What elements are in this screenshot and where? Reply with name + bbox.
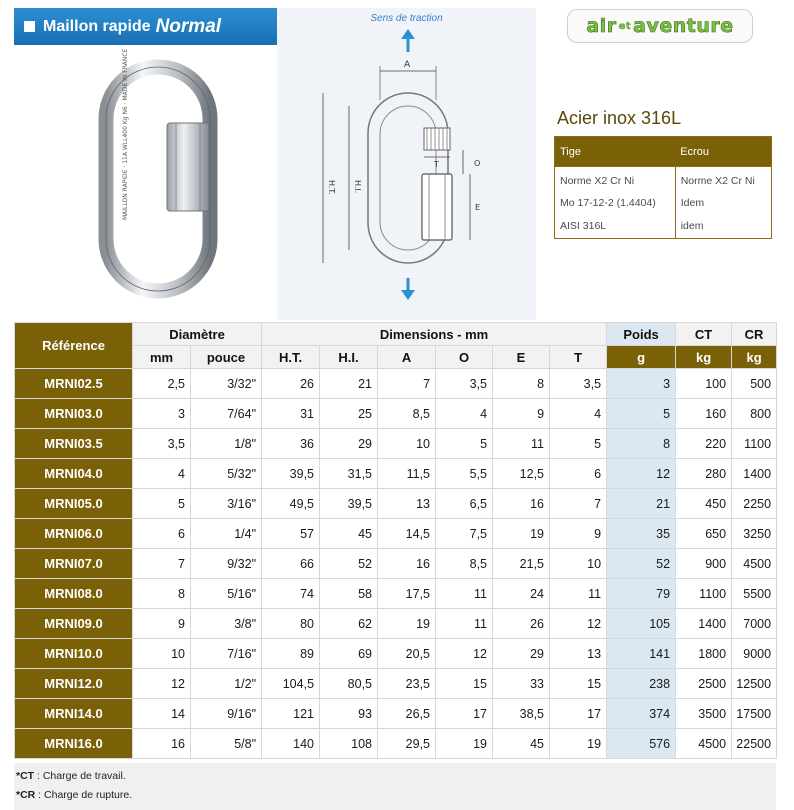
- table-cell: 1/8": [191, 429, 262, 459]
- table-cell: 7/16": [191, 639, 262, 669]
- header-poids: Poids: [607, 323, 676, 346]
- subheader-e: E: [493, 346, 550, 369]
- arrow-up-icon: [401, 29, 415, 52]
- reference-cell: MRNI02.5: [15, 369, 133, 399]
- table-cell: 26: [262, 369, 320, 399]
- arrow-down-icon: [401, 278, 415, 300]
- table-cell: 52: [320, 549, 378, 579]
- header-reference: Référence: [15, 323, 133, 369]
- reference-cell: MRNI10.0: [15, 639, 133, 669]
- reference-cell: MRNI04.0: [15, 459, 133, 489]
- table-row: [15, 609, 777, 639]
- dimensions-table: [14, 322, 777, 759]
- subheader-o: O: [436, 346, 493, 369]
- table-cell: 31: [262, 399, 320, 429]
- material-cell: Norme X2 Cr Ni: [555, 167, 676, 191]
- table-cell: 12: [550, 609, 607, 639]
- table-cell: 2250: [732, 489, 777, 519]
- table-cell: 5/8": [191, 729, 262, 759]
- product-photo: [14, 45, 277, 320]
- table-cell: 4: [133, 459, 191, 489]
- dim-label-ht: H.T.: [327, 180, 336, 195]
- table-cell: 450: [676, 489, 732, 519]
- table-cell: 5/32": [191, 459, 262, 489]
- brand-logo: [567, 9, 753, 43]
- table-cell: 15: [550, 669, 607, 699]
- table-cell: 5500: [732, 579, 777, 609]
- table-cell: 19: [550, 729, 607, 759]
- header-ct: CT: [676, 323, 732, 346]
- table-cell: 3,5: [436, 369, 493, 399]
- table-cell: 16: [378, 549, 436, 579]
- dimension-drawing: [277, 8, 536, 320]
- poids-cell: 8: [607, 429, 676, 459]
- material-row: [555, 167, 772, 191]
- table-cell: 3/8": [191, 609, 262, 639]
- table-cell: 13: [550, 639, 607, 669]
- table-cell: 89: [262, 639, 320, 669]
- header-diametre: Diamètre: [133, 323, 262, 346]
- table-cell: 104,5: [262, 669, 320, 699]
- table-row: [15, 579, 777, 609]
- table-row: [15, 399, 777, 429]
- table-cell: 9/16": [191, 699, 262, 729]
- table-cell: 5: [133, 489, 191, 519]
- table-cell: 2,5: [133, 369, 191, 399]
- table-cell: 7000: [732, 609, 777, 639]
- table-cell: 6: [550, 459, 607, 489]
- table-cell: 9: [133, 609, 191, 639]
- material-table: [554, 136, 772, 239]
- table-cell: 108: [320, 729, 378, 759]
- reference-cell: MRNI03.5: [15, 429, 133, 459]
- footnote-text: : Charge de rupture.: [35, 789, 133, 801]
- material-cell: idem: [675, 215, 771, 239]
- engraving-text: MAILLON RAPIDE · 11A WLL400 Kg N6 · MADE IN FRANCE: [122, 48, 129, 220]
- material-cell: AISI 316L: [560, 220, 607, 233]
- reference-cell: MRNI12.0: [15, 669, 133, 699]
- bullet-square-icon: [24, 21, 35, 32]
- poids-cell: 141: [607, 639, 676, 669]
- table-cell: 12,5: [493, 459, 550, 489]
- table-cell: 3: [133, 399, 191, 429]
- logo-part-aventure: aventure: [633, 15, 734, 37]
- table-cell: 160: [676, 399, 732, 429]
- product-title-banner: [14, 8, 277, 45]
- footnote-key: *CR: [16, 789, 36, 801]
- table-cell: 121: [262, 699, 320, 729]
- table-cell: 69: [320, 639, 378, 669]
- table-cell: 11: [436, 609, 493, 639]
- material-cell: Mo 17-12-2 (1.4404): [560, 196, 656, 209]
- reference-cell: MRNI06.0: [15, 519, 133, 549]
- table-cell: 16: [133, 729, 191, 759]
- table-cell: 1400: [732, 459, 777, 489]
- table-cell: 38,5: [493, 699, 550, 729]
- subheader-pouce: pouce: [191, 346, 262, 369]
- table-cell: 100: [676, 369, 732, 399]
- table-cell: 7: [133, 549, 191, 579]
- table-cell: 5: [550, 429, 607, 459]
- table-cell: 45: [320, 519, 378, 549]
- product-title-variant: Normal: [155, 15, 222, 37]
- poids-cell: 3: [607, 369, 676, 399]
- table-row: [15, 669, 777, 699]
- table-cell: 20,5: [378, 639, 436, 669]
- table-cell: 500: [732, 369, 777, 399]
- poids-cell: 79: [607, 579, 676, 609]
- table-cell: 1/2": [191, 669, 262, 699]
- table-cell: 93: [320, 699, 378, 729]
- table-cell: 29: [320, 429, 378, 459]
- table-cell: 650: [676, 519, 732, 549]
- table-cell: 220: [676, 429, 732, 459]
- table-cell: 21: [320, 369, 378, 399]
- reference-cell: MRNI16.0: [15, 729, 133, 759]
- table-cell: 9/32": [191, 549, 262, 579]
- table-cell: 5/16": [191, 579, 262, 609]
- table-cell: 57: [262, 519, 320, 549]
- table-cell: 3/32": [191, 369, 262, 399]
- quick-link-photo-icon: [14, 45, 277, 320]
- material-header-tige: Tige: [555, 137, 676, 167]
- table-cell: 22500: [732, 729, 777, 759]
- table-cell: 16: [493, 489, 550, 519]
- table-row: [15, 489, 777, 519]
- subheader-kg-ct: kg: [676, 346, 732, 369]
- table-cell: 10: [550, 549, 607, 579]
- table-cell: 3,5: [133, 429, 191, 459]
- table-cell: 13: [378, 489, 436, 519]
- header-cr: CR: [732, 323, 777, 346]
- table-cell: 12: [133, 669, 191, 699]
- material-title: Acier inox 316L: [557, 108, 682, 128]
- table-cell: 6: [133, 519, 191, 549]
- table-cell: 4500: [732, 549, 777, 579]
- subheader-mm: mm: [133, 346, 191, 369]
- poids-cell: 12: [607, 459, 676, 489]
- table-cell: 66: [262, 549, 320, 579]
- poids-cell: 21: [607, 489, 676, 519]
- table-cell: 26: [493, 609, 550, 639]
- table-cell: 1/4": [191, 519, 262, 549]
- table-cell: 14: [133, 699, 191, 729]
- table-row: [15, 699, 777, 729]
- table-cell: 280: [676, 459, 732, 489]
- table-cell: 9: [550, 519, 607, 549]
- table-cell: 9000: [732, 639, 777, 669]
- table-cell: 7/64": [191, 399, 262, 429]
- poids-cell: 576: [607, 729, 676, 759]
- poids-cell: 374: [607, 699, 676, 729]
- poids-cell: 105: [607, 609, 676, 639]
- table-cell: 10: [133, 639, 191, 669]
- poids-cell: 52: [607, 549, 676, 579]
- material-cell: Idem: [675, 191, 771, 215]
- technical-diagram: [277, 8, 536, 320]
- table-cell: 6,5: [436, 489, 493, 519]
- table-cell: 74: [262, 579, 320, 609]
- table-cell: 39,5: [320, 489, 378, 519]
- table-cell: 4500: [676, 729, 732, 759]
- subheader-t: T: [550, 346, 607, 369]
- table-cell: 3500: [676, 699, 732, 729]
- dim-label-o: O: [474, 159, 481, 168]
- reference-cell: MRNI03.0: [15, 399, 133, 429]
- table-row: [15, 639, 777, 669]
- material-header-ecrou: Ecrou: [675, 137, 771, 167]
- table-row: [15, 429, 777, 459]
- table-cell: 8: [133, 579, 191, 609]
- table-cell: 4: [550, 399, 607, 429]
- table-cell: 26,5: [378, 699, 436, 729]
- table-cell: 24: [493, 579, 550, 609]
- table-cell: 10: [378, 429, 436, 459]
- poids-cell: 238: [607, 669, 676, 699]
- table-cell: 5,5: [436, 459, 493, 489]
- logo-part-et: et: [618, 20, 632, 32]
- table-cell: 17500: [732, 699, 777, 729]
- table-cell: 39,5: [262, 459, 320, 489]
- table-cell: 11: [493, 429, 550, 459]
- table-cell: 3250: [732, 519, 777, 549]
- poids-cell: 35: [607, 519, 676, 549]
- table-cell: 1100: [732, 429, 777, 459]
- reference-cell: MRNI07.0: [15, 549, 133, 579]
- table-cell: 7: [378, 369, 436, 399]
- table-cell: 3,5: [550, 369, 607, 399]
- material-cell: Norme X2 Cr Ni: [675, 167, 771, 191]
- subheader-ht: H.T.: [262, 346, 320, 369]
- table-cell: 17: [436, 699, 493, 729]
- table-cell: 140: [262, 729, 320, 759]
- traction-direction-caption: Sens de traction: [370, 13, 443, 24]
- footnote-key: *CT: [16, 770, 35, 782]
- footnotes: [14, 763, 776, 810]
- reference-cell: MRNI05.0: [15, 489, 133, 519]
- table-cell: 1800: [676, 639, 732, 669]
- table-cell: 33: [493, 669, 550, 699]
- table-cell: 23,5: [378, 669, 436, 699]
- table-cell: 9: [493, 399, 550, 429]
- table-cell: 11,5: [378, 459, 436, 489]
- footnote-cr: [16, 786, 774, 805]
- dimensions-table-body: [15, 369, 777, 759]
- reference-cell: MRNI08.0: [15, 579, 133, 609]
- table-cell: 19: [493, 519, 550, 549]
- poids-cell: 5: [607, 399, 676, 429]
- table-cell: 8,5: [378, 399, 436, 429]
- table-row: [15, 549, 777, 579]
- table-cell: 17: [550, 699, 607, 729]
- header-dimensions: Dimensions - mm: [262, 323, 607, 346]
- dim-label-a: A: [404, 60, 411, 70]
- table-cell: 36: [262, 429, 320, 459]
- product-title: Maillon rapide: [43, 17, 151, 35]
- dim-label-e: E: [475, 203, 481, 212]
- footnote-text: : Charge de travail.: [34, 770, 126, 782]
- table-cell: 80,5: [320, 669, 378, 699]
- subheader-hi: H.I.: [320, 346, 378, 369]
- table-cell: 3/16": [191, 489, 262, 519]
- table-cell: 29,5: [378, 729, 436, 759]
- table-cell: 21,5: [493, 549, 550, 579]
- footnote-ct: [16, 767, 774, 786]
- table-cell: 11: [550, 579, 607, 609]
- table-row: [15, 519, 777, 549]
- table-cell: 12: [436, 639, 493, 669]
- table-cell: 19: [436, 729, 493, 759]
- table-cell: 58: [320, 579, 378, 609]
- table-cell: 62: [320, 609, 378, 639]
- table-cell: 7,5: [436, 519, 493, 549]
- table-cell: 8,5: [436, 549, 493, 579]
- table-cell: 80: [262, 609, 320, 639]
- table-row: [15, 369, 777, 399]
- dim-label-hi: H.I.: [353, 180, 362, 194]
- reference-cell: MRNI09.0: [15, 609, 133, 639]
- table-cell: 7: [550, 489, 607, 519]
- table-cell: 14,5: [378, 519, 436, 549]
- table-cell: 8: [493, 369, 550, 399]
- table-cell: 1400: [676, 609, 732, 639]
- logo-part-air: air: [586, 15, 617, 37]
- table-cell: 29: [493, 639, 550, 669]
- subheader-g: g: [607, 346, 676, 369]
- reference-cell: MRNI14.0: [15, 699, 133, 729]
- table-row: [15, 729, 777, 759]
- table-cell: 4: [436, 399, 493, 429]
- table-cell: 2500: [676, 669, 732, 699]
- subheader-kg-cr: kg: [732, 346, 777, 369]
- table-cell: 45: [493, 729, 550, 759]
- table-cell: 1100: [676, 579, 732, 609]
- table-cell: 800: [732, 399, 777, 429]
- table-cell: 5: [436, 429, 493, 459]
- table-cell: 17,5: [378, 579, 436, 609]
- table-cell: 49,5: [262, 489, 320, 519]
- material-row: [555, 191, 772, 215]
- table-cell: 12500: [732, 669, 777, 699]
- table-cell: 31,5: [320, 459, 378, 489]
- dim-label-t: T: [434, 160, 439, 169]
- material-row: [555, 215, 772, 239]
- table-row: [15, 459, 777, 489]
- table-cell: 19: [378, 609, 436, 639]
- table-cell: 11: [436, 579, 493, 609]
- table-cell: 15: [436, 669, 493, 699]
- subheader-a: A: [378, 346, 436, 369]
- table-cell: 25: [320, 399, 378, 429]
- table-cell: 900: [676, 549, 732, 579]
